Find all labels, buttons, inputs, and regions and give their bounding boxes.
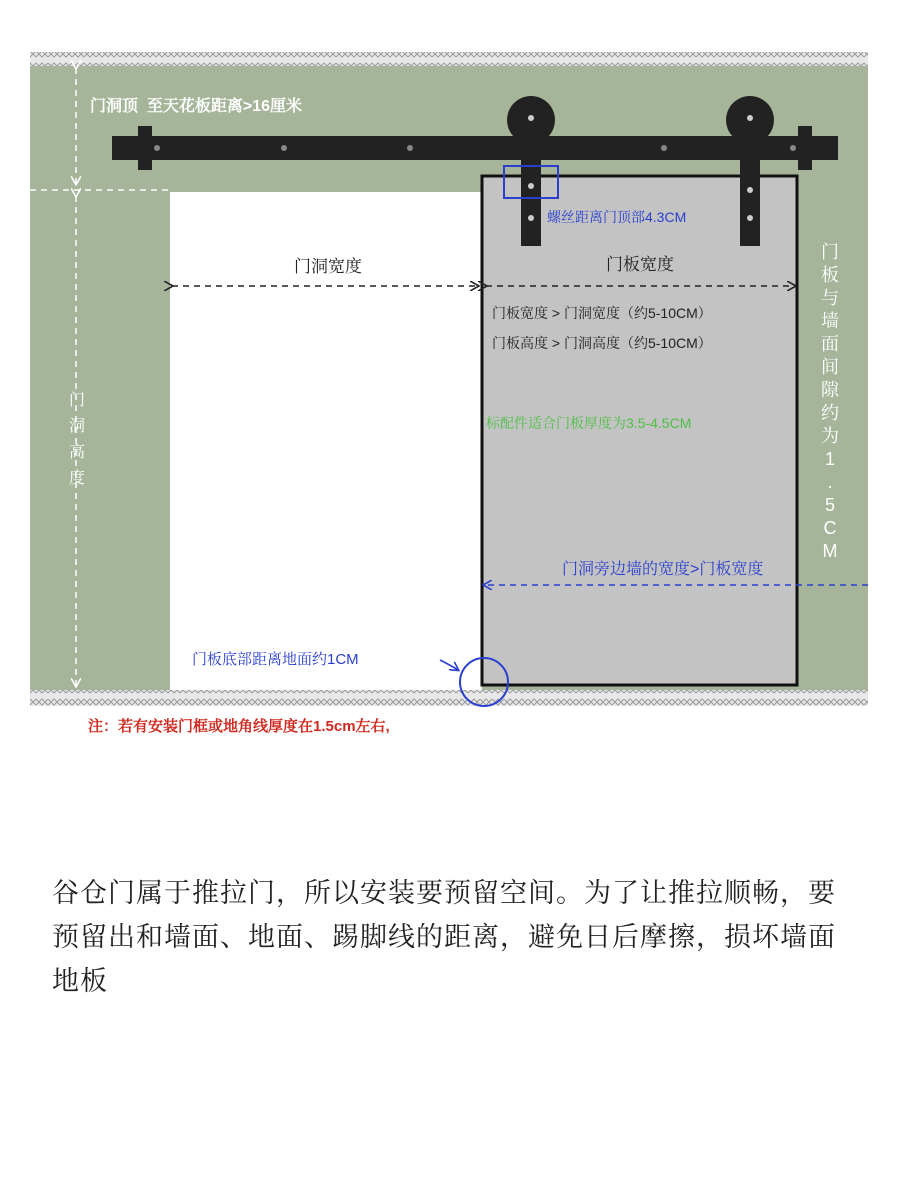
track-rail — [112, 136, 838, 160]
bottom-gap-label: 门板底部距离地面约1CM — [192, 651, 359, 668]
ceiling-band — [30, 52, 868, 66]
floor-band — [30, 690, 868, 706]
door-panel-width-label: 门板宽度 — [606, 255, 674, 274]
ceiling-clearance-label: 门洞顶 至天花板距离>16厘米 — [90, 98, 303, 115]
footnote: 注：若有安装门框或地角线厚度在1.5cm左右, — [88, 718, 390, 735]
screw-distance-label: 螺丝距离门顶部4.3CM — [547, 209, 687, 225]
opening-height-label: 门洞高度 — [68, 392, 86, 487]
rule-width-text: 门板宽度 > 门洞宽度（约5-10CM） — [492, 305, 712, 321]
caption-text: 谷仓门属于推拉门，所以安装要预留空间。为了让推拉顺畅，要预留出和墙面、地面、踢脚线的距离，避免日后摩擦，损坏墙面地板 — [52, 878, 836, 997]
opening-width-label: 门洞宽度 — [294, 257, 362, 276]
rule-height-text: 门板高度 > 门洞高度（约5-10CM） — [492, 335, 712, 351]
thickness-note: 标配件适合门板厚度为3.5-4.5CM — [486, 415, 692, 431]
wall-gap-label: 门板与墙面间隙约为 1 . 5 C M — [821, 242, 839, 561]
side-wall-note: 门洞旁边墙的宽度>门板宽度 — [562, 561, 764, 578]
